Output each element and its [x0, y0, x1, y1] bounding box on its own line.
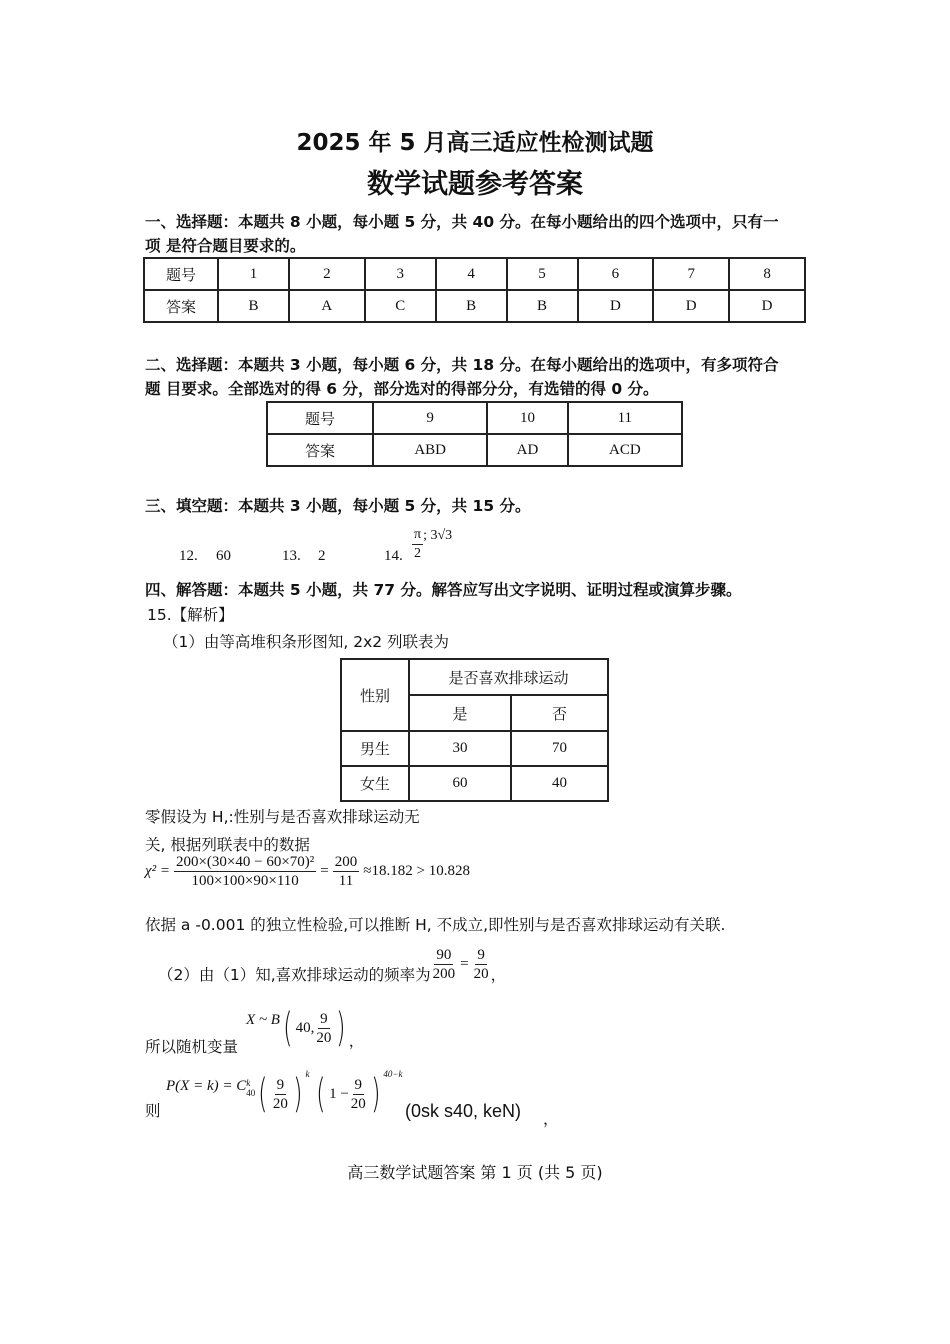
table-cell: 70 — [511, 731, 608, 766]
probability-fraction: $\frac{9}{20}$ — [272, 1076, 288, 1112]
then-text: 则 — [145, 1102, 161, 1120]
question-number: 5 — [507, 258, 578, 290]
answer-cell: A — [289, 290, 365, 322]
question-number: 3 — [365, 258, 436, 290]
q12-label: 12. — [179, 548, 198, 564]
q13-answer: 2 — [318, 548, 326, 564]
no-header: 否 — [511, 695, 608, 731]
answer-cell: ABD — [373, 434, 487, 466]
binomial-expression: X ~ B ( 40, $\frac{9}{20}$ ) ， — [246, 1005, 364, 1051]
q13-label: 13. — [282, 548, 301, 564]
answer-cell: AD — [487, 434, 567, 466]
document-subtitle: 数学试题参考答案 — [367, 169, 583, 200]
probability-range: (0sk s40, keN) — [405, 1101, 522, 1121]
table-cell: 40 — [511, 766, 608, 801]
section2-answer-table — [266, 401, 683, 467]
section1-heading: 一、选择题：本题共 8 小题，每小题 5 分，共 40 分。在每小题给出的四个选项中，只有一 项 是符合题目要求的。 — [145, 213, 779, 255]
table-row — [341, 731, 608, 766]
frequency-fraction: $\frac{90}{200}$ — [432, 947, 456, 982]
question-number: 9 — [373, 402, 487, 434]
section3-heading: 三、填空题：本题共 3 小题，每小题 5 分，共 15 分。 — [145, 497, 531, 515]
table-row — [144, 290, 805, 322]
part1-intro: （1）由等高堆积条形图知, 2x2 列联表为 — [163, 633, 450, 651]
answer-cell: D — [653, 290, 729, 322]
random-variable-text: 所以随机变量 — [145, 1038, 239, 1056]
frequency-fraction-simplified: $\frac{9}{20}$ — [473, 947, 489, 982]
answer-cell: D — [578, 290, 654, 322]
probability-formula: P(X = k) = C k 40 ( $\frac{9}{20}$ ) k ( 1 − $\frac{9}{20}$ ) 40−k — [166, 1069, 403, 1117]
table-cell: 60 — [409, 766, 511, 801]
hypothesis-line2: 关, 根据列联表中的数据 — [145, 836, 310, 854]
answer-cell: D — [729, 290, 805, 322]
document-title: 2025 年 5 月高三适应性检测试题 — [296, 130, 654, 156]
conclusion-text: 依据 a -0.001 的独立性检验,可以推断 H, 不成立,即性别与是否喜欢排球运动有关联. — [145, 916, 726, 934]
answer-cell: C — [365, 290, 436, 322]
contingency-table — [340, 658, 609, 802]
question-number: 1 — [218, 258, 289, 290]
question-number: 8 — [729, 258, 805, 290]
row-label: 题号 — [267, 402, 373, 434]
question-number: 11 — [568, 402, 682, 434]
probability-fraction-complement: $\frac{9}{20}$ — [350, 1076, 366, 1112]
question-number: 7 — [653, 258, 729, 290]
q12-answer: 60 — [216, 548, 231, 564]
q14-fraction: $\frac{\pi}{2}$ — [414, 527, 422, 561]
hypothesis-line1: 零假设为 H,:性别与是否喜欢排球运动无 — [145, 808, 420, 826]
answer-cell: ACD — [568, 434, 682, 466]
row-label: 题号 — [144, 258, 218, 290]
answer-cell: B — [507, 290, 578, 322]
gender-header: 性别 — [341, 659, 409, 731]
row-label: 答案 — [144, 290, 218, 322]
answer-cell: B — [218, 290, 289, 322]
chi-fraction-simplified: $\frac{200}{11}$ — [334, 854, 358, 889]
table-row — [267, 434, 682, 466]
q15-label: 15.【解析】 — [147, 606, 234, 624]
probability-tail: ， — [543, 1110, 559, 1128]
section1-answer-table — [143, 257, 806, 323]
question-number: 6 — [578, 258, 654, 290]
table-row — [341, 766, 608, 801]
table-row — [267, 402, 682, 434]
question-number: 10 — [487, 402, 567, 434]
page-footer: 高三数学试题答案 第 1 页 (共 5 页) — [347, 1163, 603, 1182]
table-row — [144, 258, 805, 290]
chi-square-formula: χ² = $\frac{\text{200×(30×40 − 60×70)²}}{100\times 100\times 90\times 110}$ = $\frac{200}{11}$ ≈18.182 > 10.828 — [145, 854, 470, 889]
question-number: 4 — [436, 258, 507, 290]
like-volleyball-header: 是否喜欢排球运动 — [409, 659, 608, 695]
question-number: 2 — [289, 258, 365, 290]
part2-line: （2）由（1）知,喜欢排球运动的频率为 $\frac{90}{200}$ = $\frac{9}{20}$ ， — [158, 947, 507, 984]
table-row — [341, 659, 608, 695]
binomial-probability: $\frac{9}{20}$ — [316, 1010, 332, 1046]
q14-label: 14. — [384, 548, 403, 564]
row-label: 答案 — [267, 434, 373, 466]
section2-heading: 二、选择题：本题共 3 小题，每小题 6 分，共 18 分。在每小题给出的选项中，有多项符合 题 目要求。全部选对的得 6 分，部分选对的得部分分，有选错的得 0 分。 — [145, 356, 779, 398]
section4-heading: 四、解答题：本题共 5 小题，共 77 分。解答应写出文字说明、证明过程或演算步骤。 — [145, 581, 742, 599]
row-label: 女生 — [341, 766, 409, 801]
yes-header: 是 — [409, 695, 511, 731]
chi-fraction: $\frac{\text{200×(30×40 − 60×70)²}}{100\times 100\times 90\times 110}$ — [175, 854, 315, 889]
answer-cell: B — [436, 290, 507, 322]
q14-answer: $\frac{\pi}{2}$ ; 3√3 — [414, 527, 453, 561]
row-label: 男生 — [341, 731, 409, 766]
table-cell: 30 — [409, 731, 511, 766]
